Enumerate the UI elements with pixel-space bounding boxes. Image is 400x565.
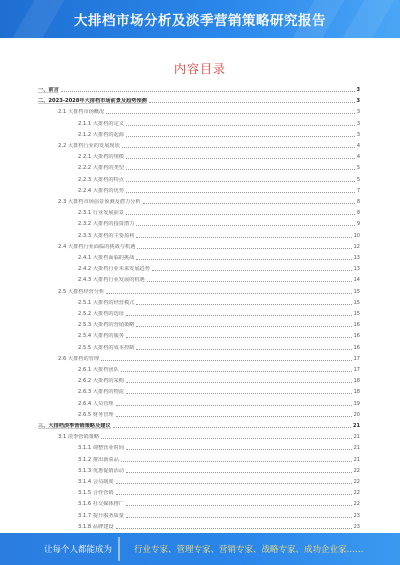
toc-leader-dots <box>136 225 354 226</box>
toc-leader-dots <box>126 181 355 182</box>
footer-tags: 行业专家、管理专家、营销专家、战略专家、成功企业家…… <box>134 545 364 555</box>
toc-entry-label: 2.3.2 大排档的投资潜力 <box>78 221 135 228</box>
toc-entry-label: 3.1.7 提升服务质量 <box>78 512 124 519</box>
toc-leader-dots <box>126 517 352 518</box>
toc-page-number: 13 <box>353 266 360 273</box>
header-banner <box>0 0 400 38</box>
toc-page-number: 3 <box>356 120 360 127</box>
toc-page-number: 3 <box>356 131 360 138</box>
toc-entry-label: 2.3.1 行业发展前景 <box>78 210 124 217</box>
toc-entry-label: 3.1.2 推出新菜品 <box>78 456 119 463</box>
toc-leader-dots <box>116 483 352 484</box>
toc-entry-label: 2.6 大排档的管理 <box>58 355 100 362</box>
toc-leader-dots <box>149 102 355 103</box>
toc-entry[interactable] <box>38 232 360 240</box>
toc-leader-dots <box>126 337 352 338</box>
toc-page-number: 22 <box>353 479 360 485</box>
toc-entry[interactable] <box>38 344 360 352</box>
toc-leader-dots <box>126 505 352 506</box>
toc-page-number: 4 <box>356 154 360 161</box>
toc-leader-dots <box>136 304 351 305</box>
toc-entry-label: 2.6.3 大排档的物流 <box>78 389 124 396</box>
toc-page-number: 4 <box>356 143 360 149</box>
toc-leader-dots <box>143 203 355 204</box>
toc-leader-dots <box>116 416 352 417</box>
toc-entry[interactable] <box>38 456 360 464</box>
toc-entry[interactable] <box>38 265 360 273</box>
toc-entry-label: 2.6.5 财务管理 <box>78 411 114 418</box>
toc-page-number: 21 <box>353 434 360 441</box>
toc-page-number: 22 <box>353 467 360 474</box>
toc-page-number: 20 <box>353 411 360 418</box>
toc-leader-dots <box>152 270 352 271</box>
toc-entry[interactable] <box>38 288 360 296</box>
toc-page-number: 5 <box>356 165 360 172</box>
toc-entry[interactable] <box>38 500 360 508</box>
toc-leader-dots <box>126 393 352 394</box>
toc-entry-label: 2.4.2 大排档行业未来发展趋势 <box>78 266 150 273</box>
toc-entry-label: 二、2023-2028年大排档市场前景及趋势预测 <box>38 98 147 105</box>
toc-entry[interactable] <box>38 86 360 94</box>
toc-page-number: 13 <box>353 255 360 261</box>
toc-page-number: 17 <box>353 355 360 362</box>
toc-entry-label: 3.1.4 会员制度 <box>78 479 114 485</box>
toc-page-number: 3 <box>356 87 360 93</box>
toc-leader-dots <box>121 461 352 462</box>
toc-entry[interactable] <box>38 366 360 374</box>
report-title: 大排档市场分析及淡季营销策略研究报告 <box>74 13 326 29</box>
toc-entry[interactable] <box>38 176 360 184</box>
toc-entry[interactable] <box>38 120 360 128</box>
toc-page-number: 14 <box>353 277 360 284</box>
toc-leader-dots <box>121 371 352 372</box>
toc-leader-dots <box>126 192 355 193</box>
toc-entry-label: 3.1.3 优惠促销活动 <box>78 467 124 474</box>
toc-page-number: 10 <box>353 232 360 239</box>
toc-leader-dots <box>116 528 352 529</box>
toc-heading: 内容目录 <box>173 62 226 76</box>
toc-page-number: 23 <box>353 523 360 530</box>
toc-entry[interactable] <box>38 220 360 228</box>
toc-leader-dots <box>113 427 351 428</box>
toc-page-number: 21 <box>353 456 360 463</box>
toc-entry[interactable] <box>38 321 360 329</box>
toc-entry[interactable] <box>38 299 360 307</box>
toc-leader-dots <box>137 248 351 249</box>
toc-entry-label: 2.1.2 大排档的起源 <box>78 131 124 138</box>
toc-entry[interactable] <box>38 411 360 419</box>
toc-page-number: 22 <box>353 501 360 508</box>
toc-entry-label: 2.4.3 大排档行业发展的机遇 <box>78 277 145 284</box>
toc-entry-label: 2.6.4 人员管理 <box>78 400 114 407</box>
toc-page-number: 22 <box>353 490 360 497</box>
toc-page-number: 16 <box>353 322 360 329</box>
toc-entry-label: 2.6.2 大排档的采购 <box>78 378 124 385</box>
toc-entry-label: 2.4 大排档行业面临的挑战与机遇 <box>58 243 136 250</box>
toc-entry-label: 2.1 大排档市场概况 <box>58 109 105 116</box>
toc-entry[interactable] <box>38 332 360 340</box>
toc-entry-label: 2.5.5 大排档的成本控制 <box>78 344 135 351</box>
toc-entry[interactable] <box>38 164 360 172</box>
toc-entry[interactable] <box>38 478 360 486</box>
toc-leader-dots <box>126 214 355 215</box>
toc-leader-dots <box>136 237 351 238</box>
toc-entry-label: 2.3 大排档市场前景预测及潜力分析 <box>58 199 141 205</box>
toc-page-number: 21 <box>353 423 360 429</box>
toc-leader-dots <box>136 326 351 327</box>
toc-leader-dots <box>126 472 352 473</box>
toc-leader-dots <box>126 125 355 126</box>
toc-page-number: 23 <box>353 512 360 519</box>
toc-entry[interactable] <box>38 310 360 318</box>
toc-entry[interactable] <box>38 209 360 217</box>
toc-entry-label: 2.4.1 大排档面临的挑战 <box>78 255 135 261</box>
toc-entry-label: 2.1.1 大排档的定义 <box>78 120 124 127</box>
table-of-contents <box>38 86 360 534</box>
toc-entry[interactable] <box>38 444 360 452</box>
toc-page-number: 3 <box>356 98 360 105</box>
toc-leader-dots <box>126 136 355 137</box>
toc-entry-label: 3.1.6 社交媒体推广 <box>78 501 124 508</box>
toc-entry-label: 三、大排档淡季营销策略及建议 <box>38 423 111 429</box>
toc-entry[interactable] <box>38 187 360 195</box>
footer-slogan: 让每个人都能成为 <box>44 545 113 555</box>
toc-entry-label: 3.1 淡季营销策略 <box>58 434 100 441</box>
footer-divider <box>118 537 128 561</box>
toc-entry-label: 2.2 大排档行业的发展现状 <box>58 143 120 149</box>
toc-entry-label: 3.1.5 合作营销 <box>78 490 114 497</box>
toc-entry[interactable] <box>38 388 360 396</box>
toc-leader-dots <box>116 405 352 406</box>
toc-entry[interactable] <box>38 523 360 531</box>
toc-page-number: 15 <box>353 311 360 317</box>
toc-entry[interactable] <box>38 433 360 441</box>
toc-page-number: 16 <box>353 333 360 340</box>
toc-leader-dots <box>61 91 355 92</box>
toc-entry-label: 2.2.2 大排档的类型 <box>78 165 124 172</box>
toc-entry-label: 2.5.3 大排档的营销策略 <box>78 322 135 329</box>
toc-page-number: 21 <box>353 445 360 452</box>
toc-leader-dots <box>101 360 352 361</box>
toc-entry[interactable] <box>38 377 360 385</box>
toc-entry[interactable] <box>38 254 360 262</box>
toc-page-number: 17 <box>353 367 360 373</box>
toc-entry[interactable] <box>38 489 360 497</box>
toc-page-number: 18 <box>353 378 360 385</box>
toc-entry[interactable] <box>38 512 360 520</box>
toc-entry-label: 2.5 大排档经营分析 <box>58 288 105 295</box>
toc-entry-label: 3.1.1 调整营业时间 <box>78 445 124 452</box>
toc-page-number: 3 <box>356 109 360 116</box>
toc-entry[interactable] <box>38 97 360 105</box>
toc-leader-dots <box>106 113 355 114</box>
toc-entry[interactable] <box>38 422 360 430</box>
toc-leader-dots <box>126 315 352 316</box>
toc-entry-label: 2.6.1 大排档团队 <box>78 367 119 373</box>
toc-page-number: 15 <box>353 299 360 306</box>
toc-entry-label: 3.1.8 品牌建设 <box>78 523 114 530</box>
toc-entry[interactable] <box>38 400 360 408</box>
toc-leader-dots <box>126 158 355 159</box>
toc-entry[interactable] <box>38 467 360 475</box>
toc-entry-label: 2.2.1 大排档的规模 <box>78 154 124 161</box>
toc-entry[interactable] <box>38 243 360 251</box>
toc-page-number: 9 <box>356 221 360 228</box>
toc-entry[interactable] <box>38 153 360 161</box>
toc-page-number: 8 <box>356 210 360 217</box>
toc-entry[interactable] <box>38 198 360 206</box>
toc-entry-label: 2.5.1 大排档的经营模式 <box>78 299 135 306</box>
toc-entry[interactable] <box>38 276 360 284</box>
toc-leader-dots <box>147 281 352 282</box>
toc-entry[interactable] <box>38 131 360 139</box>
toc-leader-dots <box>136 349 351 350</box>
toc-page-number: 15 <box>353 288 360 295</box>
toc-page-number: 5 <box>356 176 360 183</box>
toc-page-number: 12 <box>353 243 360 250</box>
toc-leader-dots <box>126 169 355 170</box>
toc-leader-dots <box>136 259 351 260</box>
toc-entry-label: 2.2.3 大排档的特点 <box>78 176 124 183</box>
toc-leader-dots <box>126 382 352 383</box>
toc-leader-dots <box>116 494 352 495</box>
toc-page-number: 7 <box>356 187 360 194</box>
toc-entry[interactable] <box>38 142 360 150</box>
toc-entry-label: 2.5.4 大排档的服务 <box>78 333 124 340</box>
toc-leader-dots <box>106 293 351 294</box>
toc-entry-label: 一、前言 <box>38 87 59 93</box>
toc-page-number: 19 <box>353 400 360 407</box>
toc-page-number: 16 <box>353 344 360 351</box>
toc-entry-label: 2.3.3 大排档的主要盈利 <box>78 232 135 239</box>
toc-entry[interactable] <box>38 108 360 116</box>
toc-leader-dots <box>122 147 355 148</box>
footer-banner <box>0 533 400 565</box>
toc-page-number: 18 <box>353 389 360 396</box>
toc-page-number: 8 <box>356 199 360 205</box>
toc-entry-label: 2.2.4 大排档的优势 <box>78 187 124 194</box>
toc-entry-label: 2.5.2 大排档的选址 <box>78 311 124 317</box>
toc-leader-dots <box>101 438 352 439</box>
toc-entry[interactable] <box>38 355 360 363</box>
toc-leader-dots <box>126 449 352 450</box>
